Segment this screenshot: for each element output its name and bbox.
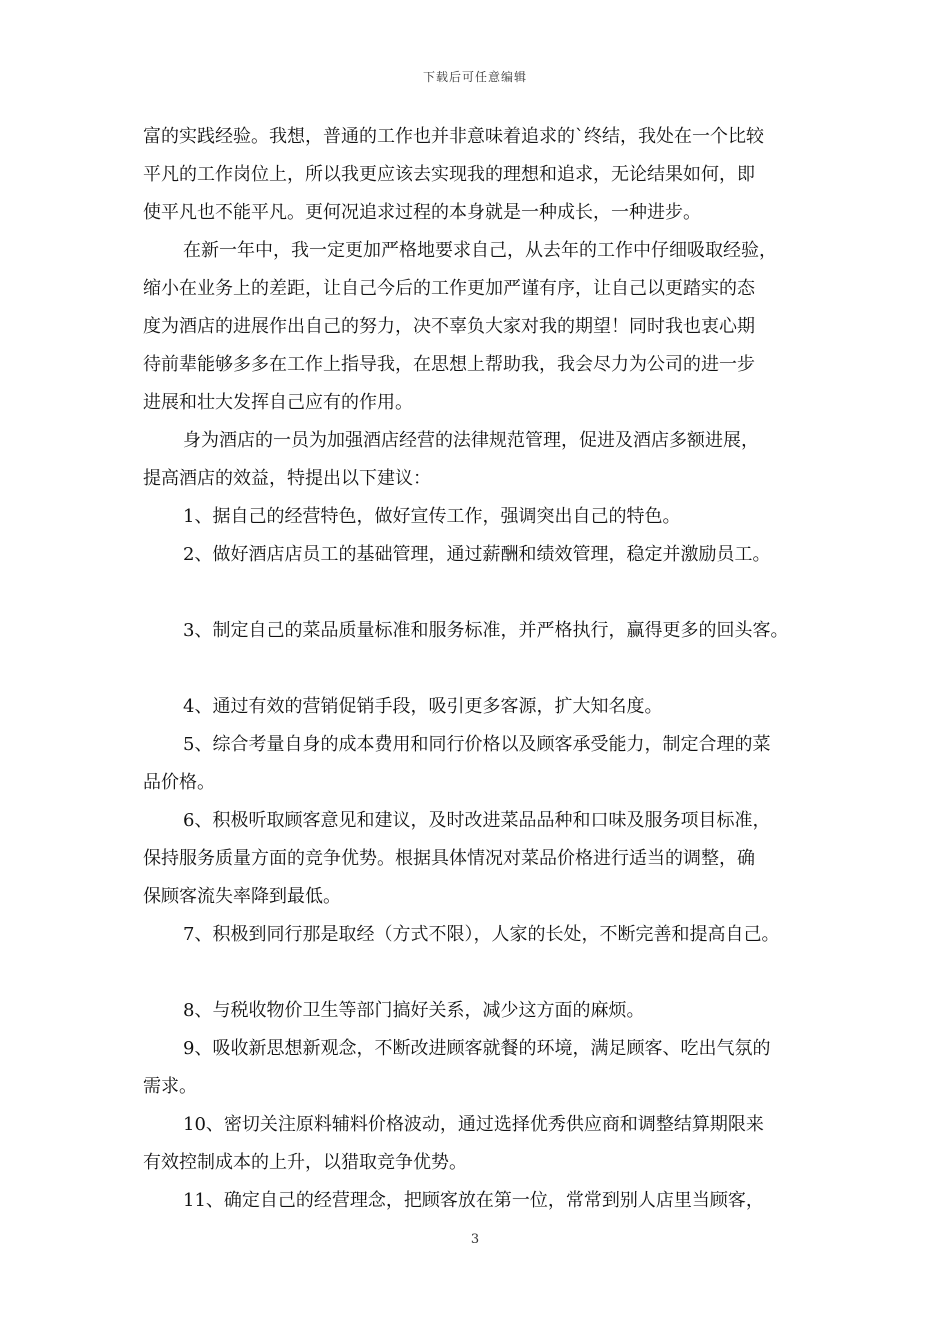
suggestion-item: 11、确定自己的经营理念，把顾客放在第一位，常常到别人店里当顾客， bbox=[183, 1190, 764, 1211]
suggestion-item: 8、与税收物价卫生等部门搞好关系，减少这方面的麻烦。 bbox=[183, 1000, 645, 1021]
text-line: 保顾客流失率降到最低。 bbox=[143, 886, 341, 907]
text-line: 有效控制成本的上升，以猎取竞争优势。 bbox=[143, 1152, 467, 1173]
text-line: 富的实践经验。我想，普通的工作也并非意味着追求的`终结，我处在一个比较 bbox=[143, 126, 764, 147]
suggestion-item: 10、密切关注原料辅料价格波动，通过选择优秀供应商和调整结算期限来 bbox=[183, 1114, 764, 1135]
text-line: 品价格。 bbox=[143, 772, 215, 793]
blank-line bbox=[143, 574, 818, 612]
document-body bbox=[143, 118, 818, 1220]
page-header: 下载后可任意编辑 bbox=[422, 70, 527, 84]
suggestion-item: 9、吸收新思想新观念，不断改进顾客就餐的环境，满足顾客、吃出气氛的 bbox=[183, 1038, 771, 1059]
text-line: 使平凡也不能平凡。更何况追求过程的本身就是一种成长，一种进步。 bbox=[143, 202, 701, 223]
text-line: 待前辈能够多多在工作上指导我，在思想上帮助我，我会尽力为公司的进一步 bbox=[143, 354, 755, 375]
blank-line bbox=[143, 650, 818, 688]
paragraph-start: 身为酒店的一员为加强酒店经营的法律规范管理，促进及酒店多额进展， bbox=[183, 430, 759, 451]
text-line: 进展和壮大发挥自己应有的作用。 bbox=[143, 392, 413, 413]
text-line: 需求。 bbox=[143, 1076, 197, 1097]
text-line: 提高酒店的效益，特提出以下建议： bbox=[143, 468, 431, 489]
suggestion-item: 1、据自己的经营特色，做好宣传工作，强调突出自己的特色。 bbox=[183, 506, 681, 527]
suggestion-item: 2、做好酒店店员工的基础管理，通过薪酬和绩效管理，稳定并激励员工。 bbox=[183, 544, 771, 565]
text-line: 缩小在业务上的差距，让自己今后的工作更加严谨有序，让自己以更踏实的态 bbox=[143, 278, 755, 299]
suggestion-item: 5、综合考量自身的成本费用和同行价格以及顾客承受能力，制定合理的菜 bbox=[183, 734, 771, 755]
page-number: 3 bbox=[470, 1232, 480, 1247]
text-line: 平凡的工作岗位上，所以我更应该去实现我的理想和追求，无论结果如何，即 bbox=[143, 164, 755, 185]
paragraph-start: 在新一年中，我一定更加严格地要求自己，从去年的工作中仔细吸取经验， bbox=[183, 240, 777, 261]
suggestion-item: 3、制定自己的菜品质量标准和服务标准，并严格执行，赢得更多的回头客。 bbox=[183, 620, 789, 641]
suggestion-item: 6、积极听取顾客意见和建议，及时改进菜品品种和口味及服务项目标准， bbox=[183, 810, 771, 831]
suggestion-item: 7、积极到同行那是取经（方式不限），人家的长处，不断完善和提高自己。 bbox=[183, 924, 780, 945]
text-line: 保持服务质量方面的竞争优势。根据具体情况对菜品价格进行适当的调整，确 bbox=[143, 848, 755, 869]
suggestion-item: 4、通过有效的营销促销手段，吸引更多客源，扩大知名度。 bbox=[183, 696, 663, 717]
text-line: 度为酒店的进展作出自己的努力，决不辜负大家对我的期望！同时我也衷心期 bbox=[143, 316, 755, 337]
blank-line bbox=[143, 954, 818, 992]
